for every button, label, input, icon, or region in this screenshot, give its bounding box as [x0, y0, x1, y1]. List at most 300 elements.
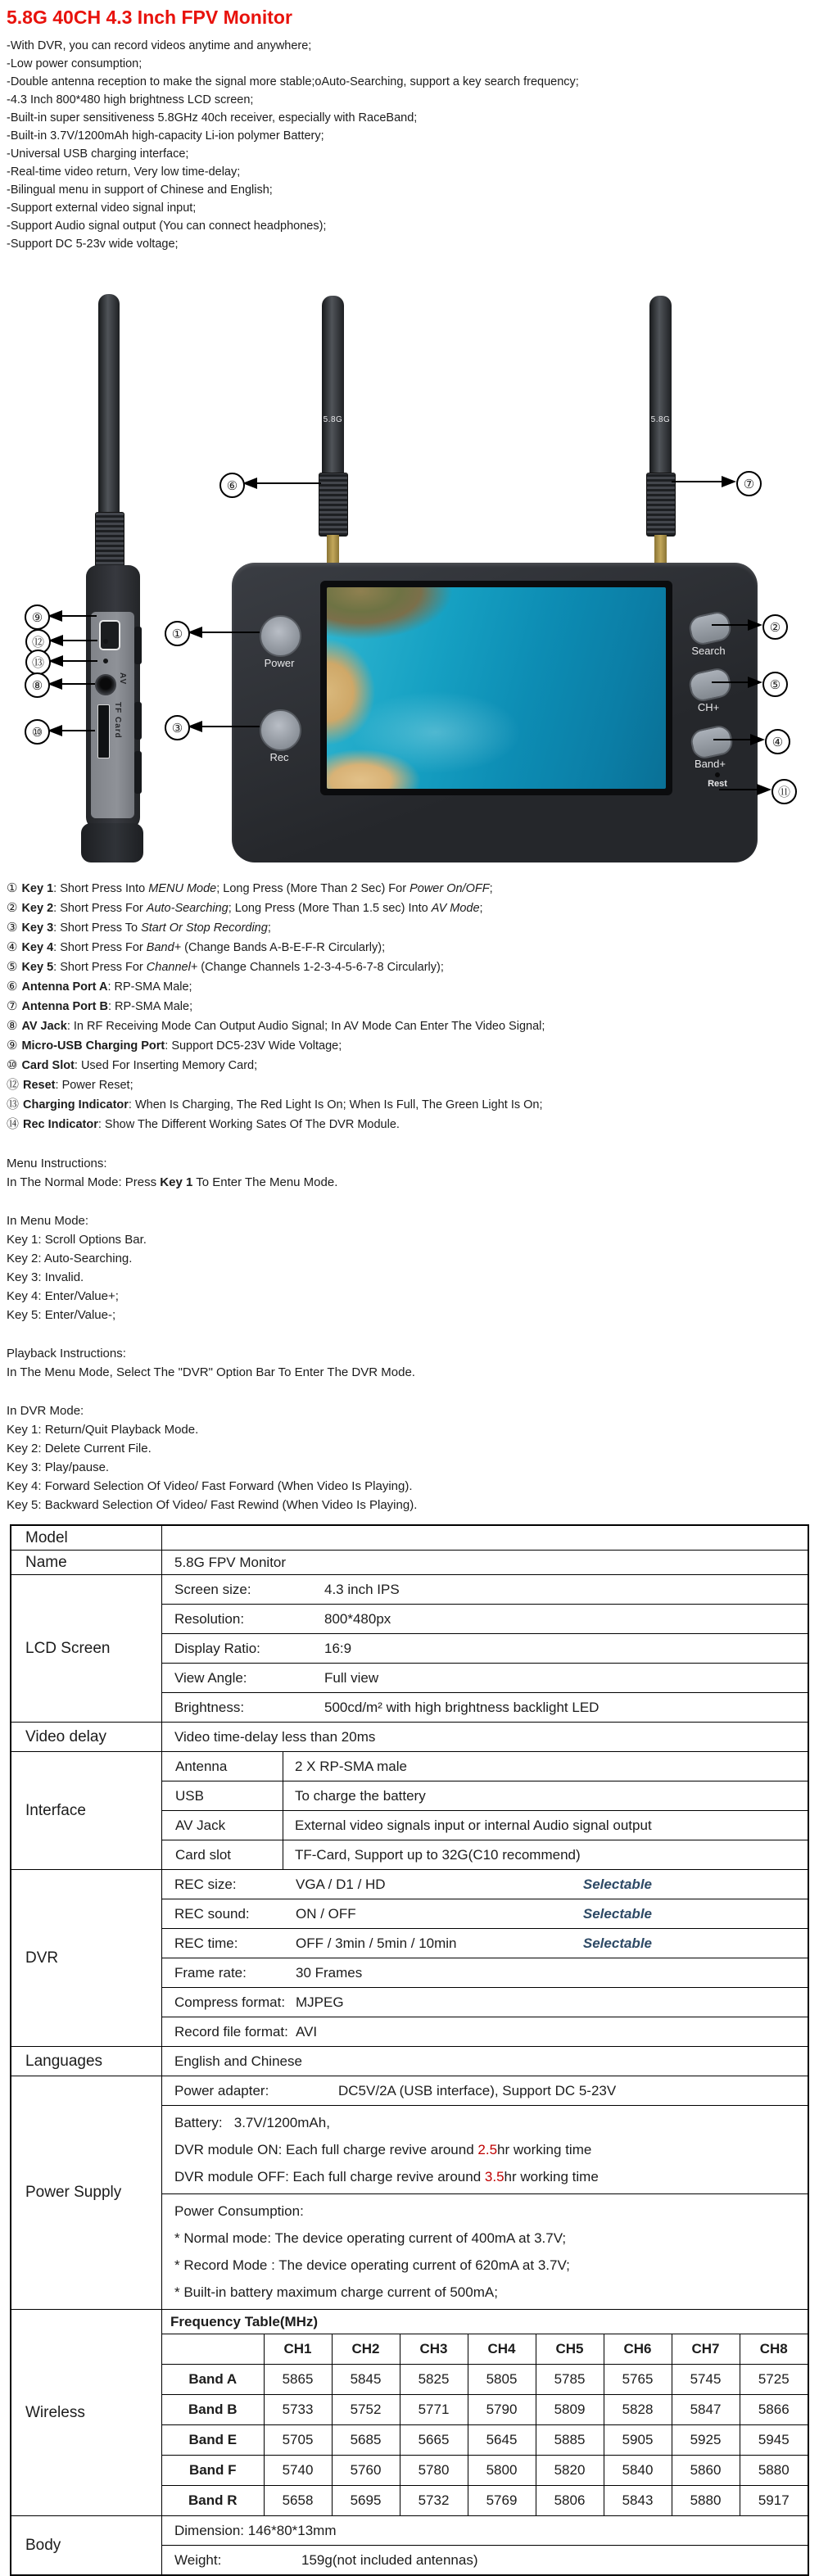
- block-heading: Menu Instructions:: [7, 1157, 107, 1170]
- feature-item: -4.3 Inch 800*480 high brightness LCD screen;: [7, 93, 254, 106]
- av-jack: [95, 674, 116, 695]
- spec-value-cell: [162, 1929, 809, 1958]
- antenna-port-a: [322, 296, 344, 473]
- block-line: Key 2: Auto-Searching.: [7, 1252, 133, 1265]
- callout-line: [52, 615, 97, 617]
- key-note-number: ⑭: [7, 1117, 20, 1131]
- key-note-number: ③: [7, 921, 18, 935]
- callout-line: [712, 681, 751, 683]
- spec-value-cell: [162, 2516, 809, 2546]
- spec-pair-label: Frame rate:: [174, 1964, 247, 1981]
- spec-value-cell: [162, 1634, 809, 1664]
- spec-pair-value: AVI: [296, 2023, 318, 2040]
- freq-header-row: [162, 2334, 808, 2365]
- spec-pair-label: Brightness:: [174, 1699, 245, 1715]
- callout-line: [53, 660, 97, 662]
- freq-band-name: Band R: [162, 2486, 264, 2516]
- key-note-label: Key 4: [21, 941, 54, 954]
- key-note-number: ⑦: [7, 999, 18, 1013]
- freq-value: 5806: [536, 2486, 604, 2516]
- spec-pair-value: 30 Frames: [296, 1964, 363, 1981]
- power-button-label: Power: [264, 657, 295, 669]
- key-note-label: Key 1: [21, 882, 54, 895]
- key-note: ⑬ Charging Indicator: When Is Charging, The Red Light Is On; When Is Full, The Green Light Is On;: [7, 1098, 543, 1111]
- spec-group-label: Interface: [11, 1752, 162, 1870]
- spec-multiline: [162, 2194, 808, 2309]
- key-note: ⑦ Antenna Port B: RP-SMA Male;: [7, 999, 193, 1013]
- freq-title-row: [162, 2310, 808, 2334]
- rest-hole: [715, 772, 720, 777]
- key-note: ④ Key 4: Short Press For Band+ (Change Bands A-B-E-F-R Circularly);: [7, 940, 386, 954]
- spec-subcells: [162, 1811, 808, 1840]
- callout-rest: ⑪: [771, 779, 797, 804]
- spec-group-label: Wireless: [11, 2310, 162, 2516]
- feature-item: -Double antenna reception to make the signal more stable;oAuto-Searching, support a key search frequency;: [7, 75, 579, 88]
- key-note-label: Antenna Port B: [21, 1000, 108, 1013]
- freq-band-row: [162, 2395, 808, 2425]
- callout-line: [247, 482, 321, 484]
- feature-item: -Bilingual menu in support of Chinese and English;: [7, 183, 273, 197]
- spec-pair-value: VGA / D1 / HD: [296, 1876, 386, 1892]
- spec-line: * Record Mode : The device operating current of 620mA at 3.7V;: [174, 2257, 570, 2273]
- spec-pair-value: 800*480px: [324, 1610, 391, 1627]
- feature-item: -Support Audio signal output (You can connect headphones);: [7, 220, 327, 233]
- rec-button-label: Rec: [269, 751, 289, 763]
- freq-value: 5805: [468, 2365, 536, 2395]
- spec-value-cell: [162, 1840, 809, 1870]
- spec-pair-label: Display Ratio:: [174, 1640, 260, 1656]
- callout-line: [713, 739, 753, 740]
- card-slot: [97, 704, 110, 758]
- side-antenna-collar: [95, 512, 124, 568]
- callout-av-jack: ⑧: [25, 672, 50, 698]
- spec-row: [11, 2076, 808, 2106]
- spec-pair-value: 16:9: [324, 1640, 352, 1656]
- freq-channel-header: CH3: [400, 2334, 468, 2365]
- callout-rec: ③: [165, 715, 190, 740]
- spec-pair: [162, 1605, 808, 1633]
- block-line: In The Menu Mode, Select The "DVR" Option Bar To Enter The DVR Mode.: [7, 1365, 415, 1379]
- freq-value: 5880: [740, 2456, 808, 2486]
- spec-subcells: [162, 1752, 808, 1781]
- freq-value: 5843: [604, 2486, 672, 2516]
- spec-value-cell: [162, 1693, 809, 1723]
- key-note-number: ⑬: [7, 1098, 20, 1111]
- freq-band-name: Band A: [162, 2365, 264, 2395]
- spec-row: [11, 1551, 808, 1575]
- spec-line: DVR module ON: Each full charge revive around 2.5hr working time: [174, 2142, 592, 2157]
- freq-value: 5740: [264, 2456, 332, 2486]
- callout-charging-indicator: ⑬: [25, 650, 51, 675]
- av-jack-label: AV: [118, 672, 127, 686]
- key-note-number: ④: [7, 940, 18, 954]
- spec-row: [11, 1575, 808, 1605]
- block-line: Key 5: Backward Selection Of Video/ Fast Rewind (When Video Is Playing).: [7, 1498, 418, 1512]
- spec-pair-label: Screen size:: [174, 1581, 251, 1597]
- freq-value: 5885: [536, 2425, 604, 2456]
- spec-value-cell: [162, 1958, 809, 1988]
- freq-band-row: [162, 2425, 808, 2456]
- freq-channel-header: CH6: [604, 2334, 672, 2365]
- key-note: ⑤ Key 5: Short Press For Channel+ (Change Channels 1-2-3-4-5-6-7-8 Circularly);: [7, 960, 444, 974]
- spec-pair: [162, 1575, 808, 1604]
- spec-row: [11, 1870, 808, 1899]
- spec-row: [11, 2310, 808, 2516]
- freq-value: 5745: [672, 2365, 740, 2395]
- spec-value-cell: [162, 1575, 809, 1605]
- spec-subcell-label: AV Jack: [162, 1811, 283, 1840]
- block-line: Key 5: Enter/Value-;: [7, 1308, 116, 1322]
- spec-pair-label: Power adapter:: [174, 2082, 269, 2098]
- key-note: ② Key 2: Short Press For Auto-Searching; Long Press (More Than 1.5 sec) Into AV Mode;: [7, 901, 483, 915]
- freq-value: 5847: [672, 2395, 740, 2425]
- freq-channel-header: CH8: [740, 2334, 808, 2365]
- key-note-label: AV Jack: [21, 1020, 67, 1033]
- card-slot-label: TF Card: [113, 702, 122, 739]
- freq-value: 5880: [672, 2486, 740, 2516]
- spec-row: [11, 2047, 808, 2076]
- spec-group-label: DVR: [11, 1870, 162, 2047]
- callout-power: ①: [165, 621, 190, 646]
- playback-instructions: [7, 1344, 819, 1382]
- spec-value-cell: [162, 1988, 809, 2017]
- menu-mode-instructions: [7, 1211, 819, 1324]
- freq-value: 5825: [400, 2365, 468, 2395]
- freq-value: 5771: [400, 2395, 468, 2425]
- spec-pair-label: REC time:: [174, 1935, 238, 1951]
- freq-channel-header: CH7: [672, 2334, 740, 2365]
- selectable-note: Selectable: [582, 1935, 652, 1951]
- callout-line: [52, 683, 95, 685]
- key-note-number: ⑫: [7, 1078, 20, 1092]
- spec-subcell-value: 2 X RP-SMA male: [295, 1758, 407, 1774]
- spec-value-cell: [162, 1551, 809, 1575]
- spec-pair: [162, 1988, 808, 2017]
- callout-line: [672, 481, 725, 482]
- antenna-a-label: 5.8G: [323, 415, 343, 424]
- freq-value: 5695: [332, 2486, 400, 2516]
- spec-subcell-value: To charge the battery: [295, 1787, 426, 1804]
- callout-line: [192, 632, 260, 633]
- spec-value-cell: [162, 1752, 809, 1781]
- freq-value: 5845: [332, 2365, 400, 2395]
- freq-value: 5866: [740, 2395, 808, 2425]
- key-note: ⑧ AV Jack: In RF Receiving Mode Can Output Audio Signal; In AV Mode Can Enter The Video Signal;: [7, 1019, 545, 1033]
- micro-usb-port: [99, 620, 120, 650]
- spec-subcell-label: Antenna: [162, 1752, 283, 1781]
- callout-search: ②: [762, 614, 788, 640]
- spec-pair: [162, 1693, 808, 1722]
- freq-value: 5917: [740, 2486, 808, 2516]
- freq-value: 5785: [536, 2365, 604, 2395]
- freq-value: 5705: [264, 2425, 332, 2456]
- key-note-label: Rec Indicator: [23, 1118, 98, 1131]
- spec-value-cell: [162, 2194, 809, 2310]
- block-line: Key 2: Delete Current File.: [7, 1442, 152, 1456]
- key-note-number: ⑥: [7, 980, 18, 994]
- block-line: Key 1: Scroll Options Bar.: [7, 1233, 147, 1247]
- spec-pair: [162, 2076, 808, 2105]
- rest-hole-label: Rest: [708, 779, 727, 789]
- spec-pair-label: Record file format:: [174, 2023, 288, 2040]
- freq-value: 5860: [672, 2456, 740, 2486]
- rec-button: [260, 709, 301, 751]
- spec-pair: [162, 1634, 808, 1663]
- spec-pair-label: View Angle:: [174, 1669, 247, 1686]
- block-heading: In DVR Mode:: [7, 1404, 84, 1418]
- spec-group-label: Model: [11, 1525, 162, 1551]
- spec-pair-value: 159g(not included antennas): [301, 2551, 478, 2568]
- freq-value: 5725: [740, 2365, 808, 2395]
- spec-value-cell: [162, 1870, 809, 1899]
- freq-value: 5645: [468, 2425, 536, 2456]
- key-note-label: Key 3: [21, 921, 54, 935]
- key-note: ⑨ Micro-USB Charging Port: Support DC5-23V Wide Voltage;: [7, 1039, 342, 1053]
- page-title: 5.8G 40CH 4.3 Inch FPV Monitor: [7, 7, 292, 28]
- spec-value-cell: [162, 1605, 809, 1634]
- frequency-table: [162, 2310, 808, 2515]
- spec-table: [10, 1524, 809, 2576]
- callout-antenna-a: ⑥: [219, 473, 245, 498]
- selectable-note: Selectable: [582, 1876, 652, 1892]
- antenna-b-connector: [654, 535, 667, 564]
- feature-item: -Real-time video return, Very low time-delay;: [7, 165, 241, 179]
- spec-value-cell: [162, 2310, 809, 2516]
- dvr-mode-instructions: [7, 1401, 819, 1514]
- key-note-number: ⑩: [7, 1058, 18, 1072]
- key-note: ③ Key 3: Short Press To Start Or Stop Recording;: [7, 921, 271, 935]
- spec-line: Power Consumption:: [174, 2203, 304, 2219]
- spec-line: Battery: 3.7V/1200mAh,: [174, 2115, 330, 2130]
- spec-text: Video time-delay less than 20ms: [174, 1728, 376, 1745]
- freq-title: Frequency Table(MHz): [162, 2310, 808, 2334]
- menu-instructions: [7, 1154, 819, 1192]
- block-heading: Playback Instructions:: [7, 1347, 126, 1360]
- spec-pair-value: Full view: [324, 1669, 379, 1686]
- side-button: [134, 702, 142, 740]
- charging-indicator: [103, 659, 108, 663]
- key-note: ⑭ Rec Indicator: Show The Different Working Sates Of The DVR Module.: [7, 1117, 400, 1131]
- spec-pair: [162, 1870, 808, 1899]
- spec-value-cell: [162, 2076, 809, 2106]
- key-note-number: ①: [7, 881, 18, 895]
- freq-value: 5925: [672, 2425, 740, 2456]
- spec-group-label: Power Supply: [11, 2076, 162, 2310]
- spec-pair-value: DC5V/2A (USB interface), Support DC 5-23V: [338, 2082, 617, 2098]
- spec-line: DVR module OFF: Each full charge revive around 3.5hr working time: [174, 2169, 599, 2184]
- spec-pair-value: MJPEG: [296, 1994, 344, 2010]
- side-button: [134, 751, 142, 794]
- spec-pair-value: 500cd/m² with high brightness backlight LED: [324, 1699, 600, 1715]
- callout-line: [192, 726, 260, 727]
- callout-reset: ⑫: [25, 629, 51, 654]
- freq-value: 5809: [536, 2395, 604, 2425]
- antenna-a-collar: [319, 473, 348, 536]
- spec-row: [11, 1752, 808, 1781]
- freq-value: 5658: [264, 2486, 332, 2516]
- freq-band-row: [162, 2486, 808, 2516]
- freq-value: 5665: [400, 2425, 468, 2456]
- freq-value: 5685: [332, 2425, 400, 2456]
- key-note-label: Key 5: [21, 961, 54, 974]
- callout-line: [53, 640, 97, 641]
- reset-hole: [103, 639, 108, 644]
- block-line: Key 1: Return/Quit Playback Mode.: [7, 1423, 199, 1437]
- block-line: Key 3: Invalid.: [7, 1270, 84, 1284]
- freq-channel-header: CH1: [264, 2334, 332, 2365]
- spec-text: Dimension: 146*80*13mm: [174, 2522, 337, 2538]
- spec-subcell-label: Card slot: [162, 1840, 283, 1869]
- freq-value: 5820: [536, 2456, 604, 2486]
- block-line: Key 4: Enter/Value+;: [7, 1289, 119, 1303]
- spec-group-label: Languages: [11, 2047, 162, 2076]
- spec-subcells: [162, 1840, 808, 1869]
- freq-channel-header: CH2: [332, 2334, 400, 2365]
- freq-value: 5732: [400, 2486, 468, 2516]
- spec-row: [11, 2516, 808, 2546]
- key-note: ⑩ Card Slot: Used For Inserting Memory Card;: [7, 1058, 258, 1072]
- spec-table-body: [11, 1525, 808, 2575]
- side-antenna: [98, 294, 120, 514]
- spec-value-cell: [162, 1781, 809, 1811]
- freq-value: 5752: [332, 2395, 400, 2425]
- spec-text: 5.8G FPV Monitor: [174, 1554, 287, 1570]
- spec-pair-label: REC size:: [174, 1876, 237, 1892]
- freq-value: 5905: [604, 2425, 672, 2456]
- freq-corner-cell: [162, 2334, 264, 2365]
- key-note: ① Key 1: Short Press Into MENU Mode; Long Press (More Than 2 Sec) For Power On/OFF;: [7, 881, 493, 895]
- antenna-a-connector: [327, 535, 339, 564]
- key-note-label: Charging Indicator: [23, 1098, 129, 1111]
- spec-group-label: Video delay: [11, 1723, 162, 1752]
- lcd-screen: [320, 581, 672, 795]
- callout-card-slot: ⑩: [25, 719, 50, 745]
- key-note: ⑫ Reset: Power Reset;: [7, 1078, 133, 1092]
- freq-value: 5790: [468, 2395, 536, 2425]
- spec-line: * Built-in battery maximum charge current of 500mA;: [174, 2284, 498, 2300]
- spec-multiline: [162, 2106, 808, 2193]
- spec-text: English and Chinese: [174, 2053, 302, 2069]
- spec-subcell-label: USB: [162, 1781, 283, 1810]
- key-note: ⑥ Antenna Port A: RP-SMA Male;: [7, 980, 192, 994]
- freq-channel-header: CH4: [468, 2334, 536, 2365]
- freq-value: 5840: [604, 2456, 672, 2486]
- spec-pair-label: Compress format:: [174, 1994, 286, 2010]
- spec-pair: [162, 1958, 808, 1987]
- callout-line: [52, 730, 95, 731]
- spec-value-cell: [162, 1664, 809, 1693]
- callout-line: [719, 789, 760, 790]
- spec-pair: [162, 1664, 808, 1692]
- feature-item: -Support DC 5-23v wide voltage;: [7, 238, 179, 251]
- spec-pair: [162, 2017, 808, 2046]
- feature-item: -Low power consumption;: [7, 57, 143, 70]
- spec-line: * Normal mode: The device operating current of 400mA at 3.7V;: [174, 2230, 567, 2246]
- key-note-label: Micro-USB Charging Port: [21, 1039, 165, 1053]
- callout-ch-plus: ⑤: [762, 672, 788, 697]
- spec-group-label: Body: [11, 2516, 162, 2576]
- freq-band-row: [162, 2456, 808, 2486]
- spec-pair-label: Resolution:: [174, 1610, 245, 1627]
- freq-value: 5769: [468, 2486, 536, 2516]
- callout-antenna-b: ⑦: [736, 471, 762, 496]
- block-line: Key 4: Forward Selection Of Video/ Fast Forward (When Video Is Playing).: [7, 1479, 413, 1493]
- feature-item: -Support external video signal input;: [7, 201, 197, 215]
- spec-pair-value: ON / OFF: [296, 1905, 356, 1922]
- feature-item: -Built-in super sensitiveness 5.8GHz 40ch receiver, especially with RaceBand;: [7, 111, 418, 124]
- feature-item: -Built-in 3.7V/1200mAh high-capacity Li-ion polymer Battery;: [7, 129, 324, 143]
- power-button: [260, 615, 301, 657]
- spec-pair-value: OFF / 3min / 5min / 10min: [296, 1935, 457, 1951]
- spec-pair: [162, 1899, 808, 1928]
- spec-group-label: Name: [11, 1551, 162, 1575]
- selectable-note: Selectable: [582, 1905, 652, 1922]
- spec-value-cell: [162, 2017, 809, 2047]
- feature-list: [7, 37, 819, 253]
- band-plus-button-label: Band+: [695, 758, 726, 770]
- spec-value-cell: [162, 1525, 809, 1551]
- spec-value-cell: [162, 2047, 809, 2076]
- key-note-label: Antenna Port A: [21, 980, 108, 994]
- freq-value: 5780: [400, 2456, 468, 2486]
- key-notes: [7, 879, 819, 1134]
- spec-pair-label: Weight:: [174, 2551, 222, 2568]
- key-note-number: ⑨: [7, 1039, 18, 1053]
- callout-band-plus: ④: [765, 729, 790, 754]
- spec-subcells: [162, 1781, 808, 1810]
- key-note-label: Key 2: [21, 902, 54, 915]
- block-line: In The Normal Mode: Press Key 1 To Enter The Menu Mode.: [7, 1175, 338, 1189]
- spec-value-cell: [162, 1723, 809, 1752]
- freq-band-name: Band B: [162, 2395, 264, 2425]
- spec-row: [11, 1723, 808, 1752]
- freq-value: 5945: [740, 2425, 808, 2456]
- spec-pair: [162, 2546, 808, 2574]
- search-button-label: Search: [691, 645, 726, 657]
- spec-text: [162, 1526, 808, 1550]
- spec-pair: [162, 1929, 808, 1958]
- spec-subcell-value: TF-Card, Support up to 32G(C10 recommend): [295, 1846, 581, 1863]
- spec-row: [11, 1525, 808, 1551]
- key-note-number: ⑤: [7, 960, 18, 974]
- spec-group-label: LCD Screen: [11, 1575, 162, 1723]
- antenna-port-b: [649, 296, 672, 473]
- side-bumper: [81, 823, 143, 862]
- freq-channel-header: CH5: [536, 2334, 604, 2365]
- spec-value-cell: [162, 1899, 809, 1929]
- freq-value: 5760: [332, 2456, 400, 2486]
- block-line: Key 3: Play/pause.: [7, 1460, 110, 1474]
- spec-pair-label: REC sound:: [174, 1905, 250, 1922]
- freq-value: 5828: [604, 2395, 672, 2425]
- callout-line: [712, 624, 751, 626]
- spec-value-cell: [162, 1811, 809, 1840]
- freq-band-name: Band E: [162, 2425, 264, 2456]
- spec-pair-value: 4.3 inch IPS: [324, 1581, 400, 1597]
- freq-band-name: Band F: [162, 2456, 264, 2486]
- feature-item: -Universal USB charging interface;: [7, 147, 189, 161]
- spec-value-cell: [162, 2106, 809, 2194]
- key-note-label: Reset: [23, 1079, 56, 1092]
- screen-image: [327, 587, 666, 789]
- spec-value-cell: [162, 2546, 809, 2576]
- key-note-label: Card Slot: [21, 1059, 75, 1072]
- key-note-number: ②: [7, 901, 18, 915]
- callout-usb: ⑨: [25, 604, 50, 630]
- freq-value: 5800: [468, 2456, 536, 2486]
- product-figure: [0, 292, 819, 866]
- ch-plus-button-label: CH+: [697, 701, 720, 713]
